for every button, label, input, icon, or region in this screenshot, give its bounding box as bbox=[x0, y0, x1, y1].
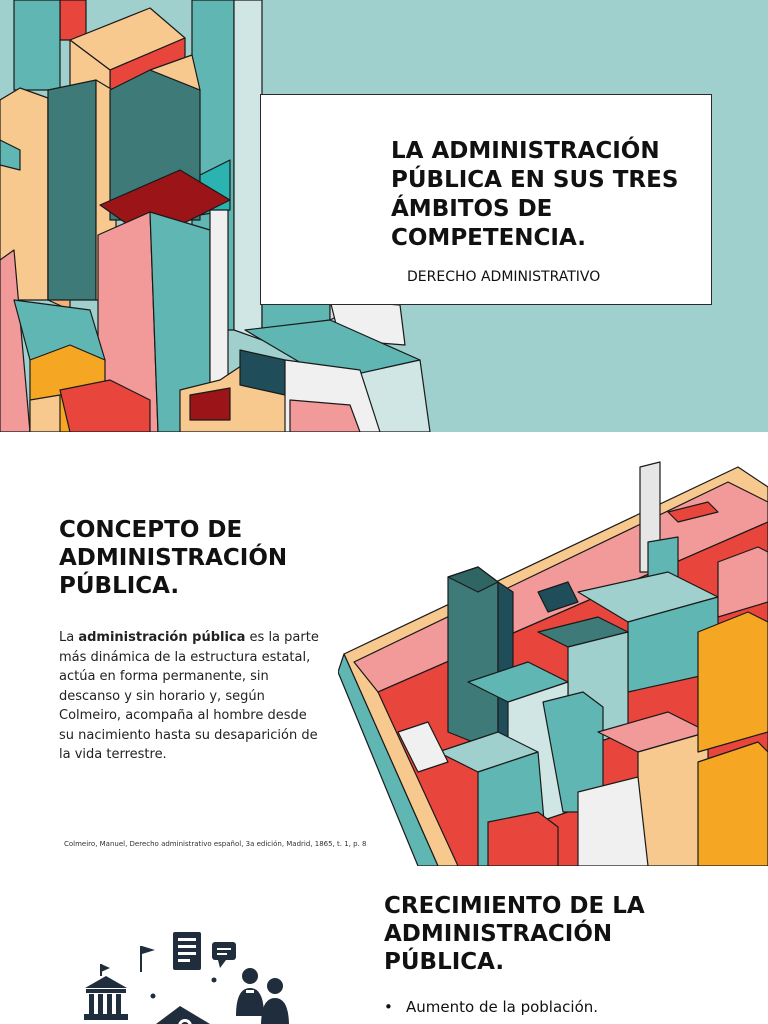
concept-paragraph bbox=[59, 628, 321, 765]
paragraph-prefix: La bbox=[59, 630, 79, 645]
slide-title: LA ADMINISTRACIÓN PÚBLICA EN SUS TRES ÁMBITOS DE COMPETENCIA. bbox=[391, 138, 679, 251]
isometric-city-illustration bbox=[338, 432, 768, 866]
title-card bbox=[260, 94, 712, 305]
footnote: Colmeiro, Manuel, Derecho administrativo español, 3a edición, Madrid, 1865, t. 1, p. 8 bbox=[64, 840, 367, 848]
title-slide bbox=[0, 0, 768, 432]
document-icon bbox=[173, 932, 201, 970]
slide-subtitle: DERECHO ADMINISTRATIVO bbox=[407, 269, 601, 285]
government-icons-group bbox=[80, 926, 310, 1024]
slide-title: CONCEPTO DE ADMINISTRACIÓN PÚBLICA. bbox=[59, 517, 288, 599]
government-building-icon bbox=[84, 964, 128, 1020]
paragraph-text: es la parte más dinámica de la estructura estatal, actúa en forma permanente, sin descanso y sin horario y, según Colmeiro, acompaña al hombre desde su nacimiento hasta su desaparición de la vida terrestre. bbox=[59, 630, 319, 762]
chat-bubble-icon bbox=[212, 942, 236, 968]
growth-slide bbox=[0, 866, 768, 1024]
paragraph-bold-term: administración pública bbox=[78, 630, 246, 645]
bullet-list bbox=[384, 998, 598, 1016]
people-icon bbox=[236, 968, 289, 1024]
list-item: • Aumento de la población. bbox=[384, 998, 598, 1016]
slide-title: CRECIMIENTO DE LA ADMINISTRACIÓN PÚBLICA. bbox=[384, 893, 645, 975]
flag-icon bbox=[140, 946, 155, 972]
concept-slide bbox=[0, 432, 768, 866]
